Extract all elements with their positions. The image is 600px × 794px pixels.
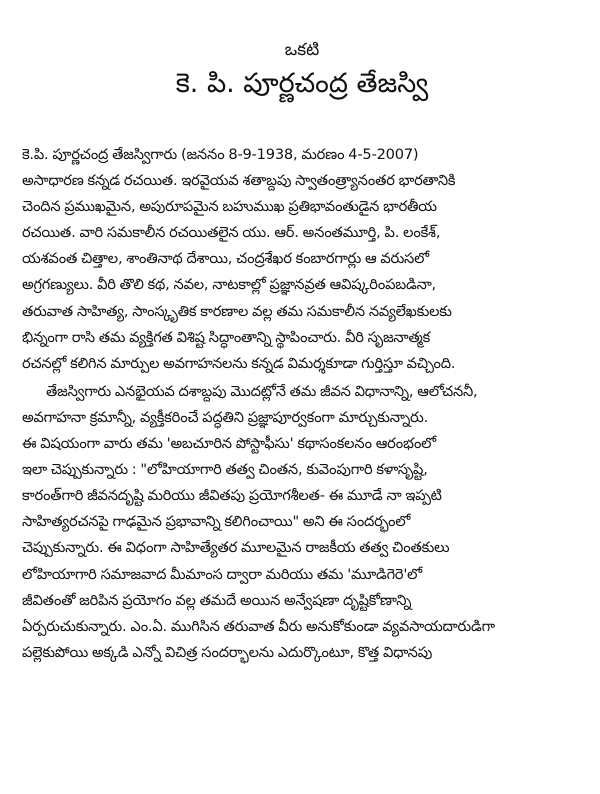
- text-line: యశవంత చిత్తాల, శాంతినాథ దేశాయి, చంద్రశేఖర కంబారగార్లు ఆ వరుసలో: [22, 250, 429, 268]
- chapter-title: కె. పి. పూర్ణచంద్ర తేజస్వి: [175, 68, 429, 99]
- text-line: చెందిన ప్రముఖమైన, అపురూపమైన బహుముఖ ప్రతిభావంతుడైన భారతీయ: [22, 198, 437, 216]
- paragraph-1: [22, 142, 582, 377]
- text-line: అగ్రగణ్యులు. వీరి తొలి కథ, నవల, నాటకాల్లో ప్రజ్ఞానవ్రత ఆవిష్కరింపబడినా,: [22, 276, 436, 294]
- text-line: ఈ విషయంగా వారు తమ 'అబచూరిన పోస్టాఫీసు' కథాసంకలనం ఆరంభంలో: [22, 435, 436, 453]
- text-line: అసాధారణ కన్నడ రచయిత. ఇరవైయవ శతాబ్దపు స్వాతంత్ర్యానంతర భారతానికి: [22, 172, 456, 190]
- text-line: రచయిత. వారి సమకాలీన రచయితలైన యు. ఆర్. అనంతమూర్తి, పి. లంకేశ్,: [22, 224, 441, 242]
- text-line: జీవితంతో జరిపిన ప్రయోగం వల్ల తమదే అయిన అన్వేషణా దృష్టికోణాన్ని: [22, 591, 412, 609]
- text-line: అవగాహనా క్రమాన్నీ, వ్యక్తీకరించే పద్ధతిని ప్రజ్ఞాపూర్వకంగా మార్చుకున్నారు.: [22, 408, 429, 426]
- text-line: ఇలా చెప్పుకున్నారు : "లోహియాగారి తత్వ చింతన, కువెంపుగారి కళాసృష్టి,: [22, 461, 428, 479]
- text-line: రచనల్లో కలిగిన మార్పుల అవగాహనలను కన్నడ విమర్శకూడా గుర్తిస్తూ వచ్చింది.: [22, 354, 456, 372]
- text-line: తరువాత సాహిత్య, సాంస్కృతిక కారణాల వల్ల తమ సమకాలీన నవ్యలేఖకులకు: [22, 302, 452, 320]
- text-line: పల్లెకుపోయి అక్కడి ఎన్నో విచిత్ర సందర్భాలను ఎదుర్కొంటూ, కొత్త విధానపు: [22, 643, 433, 661]
- text-line: ఏర్పరుచుకున్నారు. ఎం.ఏ. ముగిసిన తరువాత వీరు అనుకోకుండా వ్యవసాయదారుడిగా: [22, 617, 495, 635]
- text-line: లోహియాగారి సమాజవాద మీమాంస ద్వారా మరియు తమ 'మూడిగెరె'లో: [22, 565, 422, 583]
- text-line: కె.పి. పూర్ణచంద్ర తేజస్విగారు (జననం 8-9-1938, మరణం 4-5-2007): [22, 146, 419, 163]
- text-line: చెప్పుకున్నారు. ఈ విధంగా సాహిత్యేతర మూలమైన రాజకీయ తత్వ చింతకులు: [22, 539, 450, 557]
- text-line: కారంత్‌గారి జీవనదృష్టి మరియు జీవితపు ప్రయోగశీలత- ఈ మూడే నా ఇప్పటి: [22, 487, 442, 505]
- chapter-number: ఒకటి: [284, 40, 320, 60]
- text-line: సాహిత్యరచనపై గాఢమైన ప్రభావాన్ని కలిగించాయి" అని ఈ సందర్భంలో: [22, 513, 411, 531]
- text-line: భిన్నంగా రాసి తమ వ్యక్తిగత విశిష్ట సిద్ధాంతాన్ని స్థాపించారు. వీరి సృజనాత్మక: [22, 328, 430, 346]
- paragraph-2: [22, 379, 582, 666]
- text-line: తేజస్విగారు ఎనభైయవ దశాబ్దపు మొదట్లోనే తమ జీవన విధానాన్ని, ఆలోచననీ,: [46, 382, 478, 400]
